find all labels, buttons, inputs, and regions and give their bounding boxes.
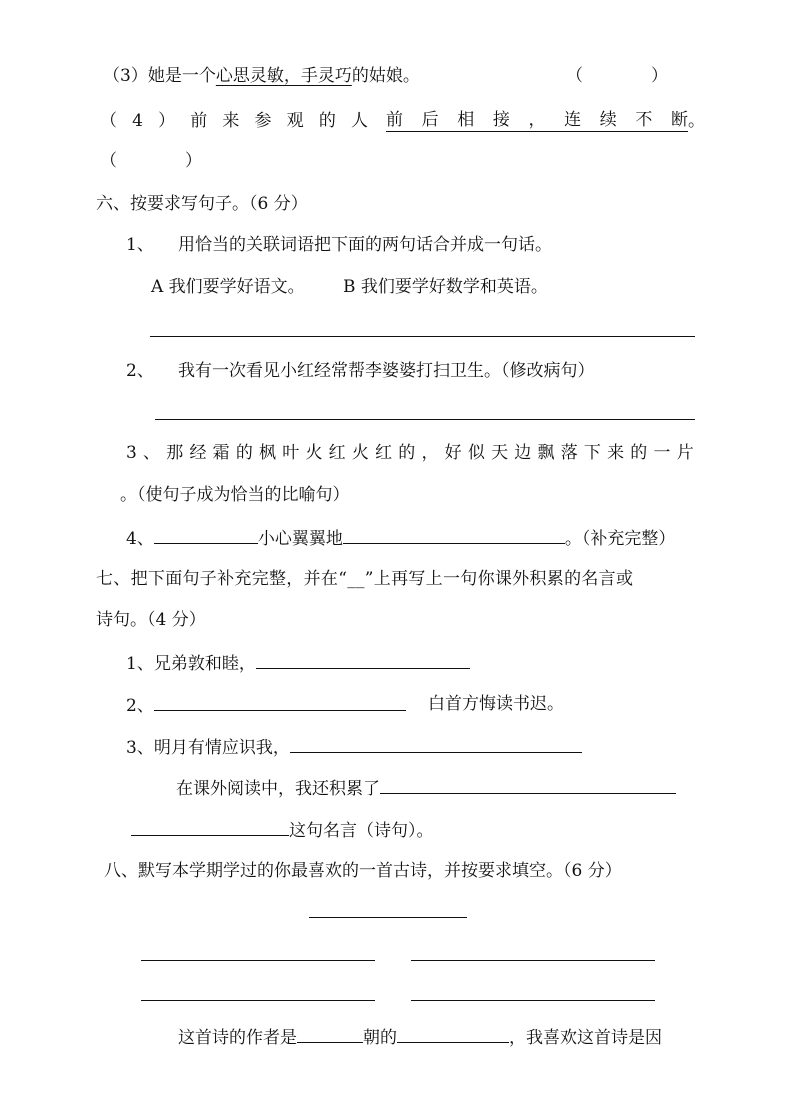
q7-s1-blank[interactable] <box>256 650 470 669</box>
q6-s3-char: 红 <box>375 443 393 463</box>
q5-item4-char: 前 <box>190 111 208 131</box>
q7-extra-blank-2[interactable] <box>131 817 289 836</box>
q7-extra-cont <box>131 817 434 841</box>
q7-s2-blank[interactable] <box>154 692 406 711</box>
q5-item4-char: ） <box>158 111 176 131</box>
q6-s3-char: 落 <box>560 443 578 463</box>
q6-s3-char: 下 <box>583 443 601 463</box>
q5-item4-end: 。 <box>688 111 705 131</box>
q6-s3-char: 枫 <box>259 443 277 463</box>
q8-poem-line-3[interactable] <box>141 1000 375 1001</box>
q6-s3-char: 的 <box>398 443 416 463</box>
q6-s3-line <box>126 441 694 465</box>
q5-item4-underlined <box>386 109 688 132</box>
q7-s2-number: 2、 <box>126 696 154 716</box>
q7-s2 <box>126 692 406 716</box>
q6-s3-char: 红 <box>328 443 346 463</box>
q6-s1-sentence-b: B 我们要学好数学和英语。 <box>343 277 548 297</box>
q8-author-mid2: ，我喜欢这首诗是因 <box>509 1028 662 1048</box>
q5-item4-ul-char: 续 <box>599 110 617 130</box>
q6-s1-text: 用恰当的关联词语把下面的两句话合并成一句话。 <box>178 235 552 255</box>
q7-s1-text: 1、兄弟敦和睦， <box>126 654 256 674</box>
q6-s2-number: 2、 <box>126 361 154 381</box>
q5-item4-char: 的 <box>318 111 336 131</box>
q5-item3-number: （3） <box>103 66 148 86</box>
q6-s3-char: 3 <box>126 443 137 463</box>
q5-item3 <box>103 64 420 88</box>
q6-s1-number: 1、 <box>126 235 154 255</box>
q6-s3-char: ， <box>421 443 439 463</box>
q6-s4-mid: 小心翼翼地 <box>257 529 343 549</box>
q5-item4-ul-char: 连 <box>564 110 582 130</box>
q6-s3-char: 边 <box>514 443 532 463</box>
q5-item3-pre: 她是一个 <box>147 66 216 86</box>
q5-item4-ul-char: 相 <box>457 110 475 130</box>
q5-item4-ul-char: 前 <box>386 110 403 130</box>
q5-item4-answer-paren[interactable]: （ ） <box>100 151 202 171</box>
q7-extra-pre: 在课外阅读中，我还积累了 <box>176 779 380 799</box>
q5-item3-post: 的姑娘。 <box>351 66 420 86</box>
q8-title: 八、默写本学期学过的你最喜欢的一首古诗，并按要求填空。（6 分） <box>104 861 622 881</box>
q6-s3-char: 叶 <box>282 443 300 463</box>
q8-author-mid1: 朝的 <box>363 1028 397 1048</box>
q7-s1 <box>126 650 470 674</box>
q5-item4-ul-char: 后 <box>421 110 439 130</box>
q6-s3-char: 一 <box>653 443 671 463</box>
q6-s4-end: 。（补充完整） <box>564 529 676 549</box>
q6-s4-blank-2[interactable] <box>343 525 565 544</box>
q5-item4-ul-char: 接 <box>492 110 510 130</box>
q6-s3-char: 好 <box>444 443 462 463</box>
q8-poem-title-line[interactable] <box>309 917 467 918</box>
q7-title-line1: 七、把下面句子补充完整，并在“__”上再写上一句你课外积累的名言或 <box>96 569 634 589</box>
q6-s3-char: 经 <box>189 443 207 463</box>
q6-s3-char: 、 <box>143 443 161 463</box>
q7-title-line2: 诗句。（4 分） <box>96 610 206 630</box>
q6-s3-char: 片 <box>676 443 694 463</box>
q7-s3-blank[interactable] <box>290 734 582 753</box>
q7-extra-blank-1[interactable] <box>380 775 676 794</box>
q6-s3-char: 的 <box>235 443 253 463</box>
q8-poem-line-4[interactable] <box>411 1000 655 1001</box>
q5-item4-ul-char: 断 <box>671 110 688 130</box>
q6-s4 <box>126 525 675 549</box>
q8-poem-line-1[interactable] <box>141 960 375 961</box>
q6-s3-char: 火 <box>305 443 323 463</box>
q6-s3-char: 飘 <box>537 443 555 463</box>
q6-s1-answer-line[interactable] <box>150 336 695 337</box>
q5-item3-answer-paren[interactable]: （ ） <box>566 66 668 86</box>
q6-title: 六、按要求写句子。（6 分） <box>96 194 308 214</box>
q6-s3-char: 火 <box>351 443 369 463</box>
q7-s3-text: 3、明月有情应识我， <box>126 738 290 758</box>
q6-s3-char: 的 <box>630 443 648 463</box>
q5-item4-char: 4 <box>132 111 143 131</box>
q5-item3-underlined: 心思灵敏，手灵巧 <box>215 66 352 86</box>
q8-poem-line-2[interactable] <box>411 960 655 961</box>
q5-item4-char: （ <box>100 111 117 131</box>
q6-s3-char: 霜 <box>212 443 230 463</box>
q6-s2-answer-line[interactable] <box>155 419 695 420</box>
q8-author-blank[interactable] <box>397 1024 509 1043</box>
q6-s3-char: 天 <box>491 443 509 463</box>
q7-s2-text: 白首方悔读书迟。 <box>428 694 564 714</box>
q8-author <box>178 1024 662 1048</box>
q5-item4-ul-char: ， <box>528 110 546 130</box>
q6-s4-number: 4、 <box>126 529 154 549</box>
q6-s1-sentence-a: A 我们要学好语文。 <box>151 277 305 297</box>
q6-s3-char: 来 <box>607 443 625 463</box>
q5-item4-char: 观 <box>286 111 304 131</box>
q5-item4-char: 人 <box>350 111 368 131</box>
q5-item4-left <box>100 109 368 133</box>
q8-dynasty-blank[interactable] <box>297 1024 363 1043</box>
q5-item4-char: 参 <box>254 111 272 131</box>
q6-s3-char: 那 <box>166 443 184 463</box>
q7-extra-post: 这句名言（诗句）。 <box>289 821 434 841</box>
q6-s4-blank-1[interactable] <box>154 525 258 544</box>
q6-s3-char: 似 <box>467 443 485 463</box>
q6-s3-continuation: 。（使句子成为恰当的比喻句） <box>120 485 350 505</box>
q5-item4-ul-char: 不 <box>635 110 653 130</box>
q6-s2-text: 我有一次看见小红经常帮李婆婆打扫卫生。（修改病句） <box>178 361 595 381</box>
q5-item4-char: 来 <box>222 111 240 131</box>
q8-author-pre: 这首诗的作者是 <box>178 1028 297 1048</box>
q7-s3 <box>126 734 582 758</box>
q7-extra <box>176 775 676 799</box>
